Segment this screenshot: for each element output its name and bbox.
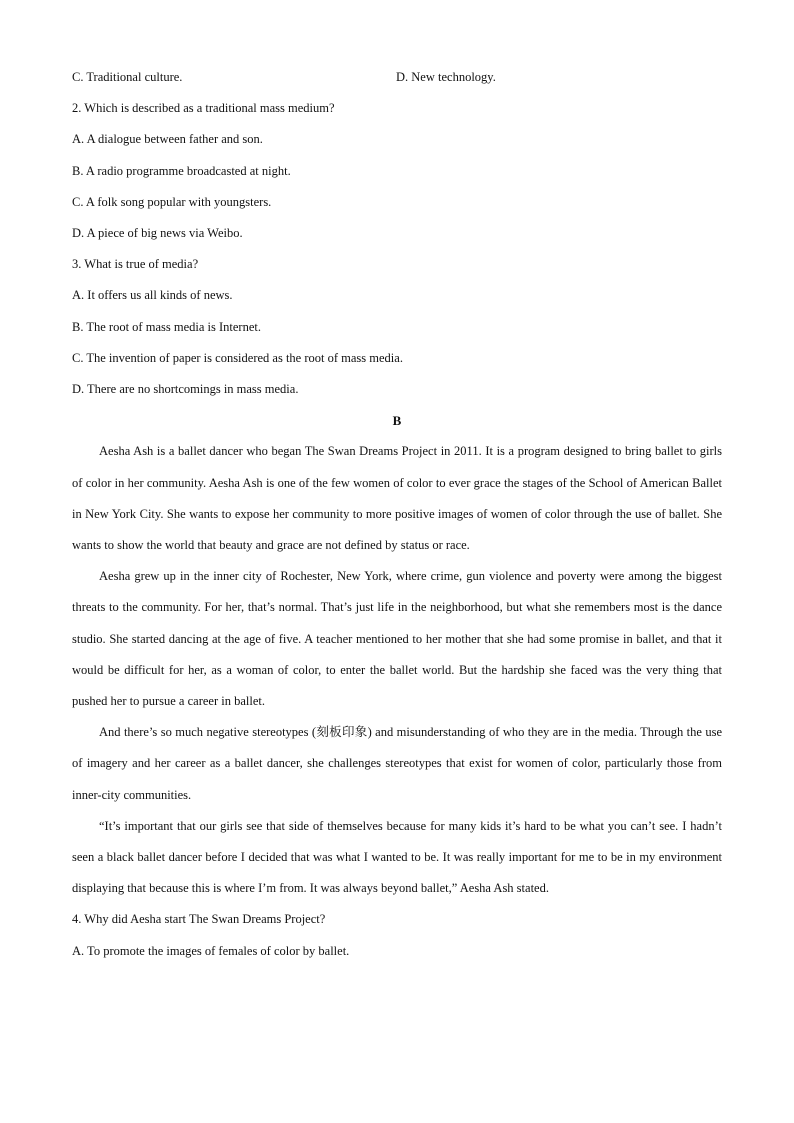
q1-option-c: C. Traditional culture. xyxy=(72,70,183,84)
q1-option-d: D. New technology. xyxy=(396,70,496,84)
q3-option-c: C. The invention of paper is considered as the root of mass media. xyxy=(72,350,403,365)
q2-option-a: A. A dialogue between father and son. xyxy=(72,132,263,147)
q2-option-d: D. A piece of big news via Weibo. xyxy=(72,226,243,240)
q4-option-a: A. To promote the images of females of color by ballet. xyxy=(72,943,350,958)
q3-stem: 3. What is true of media? xyxy=(72,257,199,272)
q1-options-row xyxy=(72,62,722,93)
q3-option-a: A. It offers us all kinds of news. xyxy=(72,288,233,303)
section-heading-b: B xyxy=(392,413,402,429)
q4-stem: 4. Why did Aesha start The Swan Dreams Project? xyxy=(72,912,326,927)
passage-paragraph-2: Aesha grew up in the inner city of Rochester, New York, where crime, gun violence and poverty were among the biggest threats to the community. For her, that’s normal. That’s just life in the neighborhood, but what she remembers most is the dance studio. She started dancing at the age of five. A teacher mentioned to her mother that she had some promise in ballet, and that it would be difficult for her, as a woman of color, to enter the ballet world. But the hardship she faced was the very thing that pushed her to pursue a career in ballet. xyxy=(72,569,722,709)
q3-option-b: B. The root of mass media is Internet. xyxy=(72,319,261,334)
q2-option-b: B. A radio programme broadcasted at night. xyxy=(72,163,291,178)
q3-option-d: D. There are no shortcomings in mass media. xyxy=(72,382,299,397)
passage-paragraph-4: “It’s important that our girls see that side of themselves because for many kids it’s hard to be what you can’t see. I hadn’t seen a black ballet dancer before I decided that was what I wanted to be. It was really important for me to be in my environment displaying that because this is where I’m from. It was always beyond ballet,” Aesha Ash stated. xyxy=(72,818,722,896)
passage-paragraph-1: Aesha Ash is a ballet dancer who began The Swan Dreams Project in 2011. It is a program designed to bring ballet to girls of color in her community. Aesha Ash is one of the few women of color to ever grace the stages of the School of American Ballet in New York City. She wants to expose her community to more positive images of women of color through the use of ballet. She wants to show the world that beauty and grace are not defined by status or race. xyxy=(72,444,722,553)
q2-option-c: C. A folk song popular with youngsters. xyxy=(72,194,272,209)
passage-paragraph-3: And there’s so much negative stereotypes (刻板印象) and misunderstanding of who they are in the media. Through the use of imagery and her career as a ballet dancer, she challenges stereotypes that exist for women of color, particularly those from inner-city communities. xyxy=(72,725,722,802)
q2-stem: 2. Which is described as a traditional mass medium? xyxy=(72,101,335,116)
document-page xyxy=(72,62,722,967)
